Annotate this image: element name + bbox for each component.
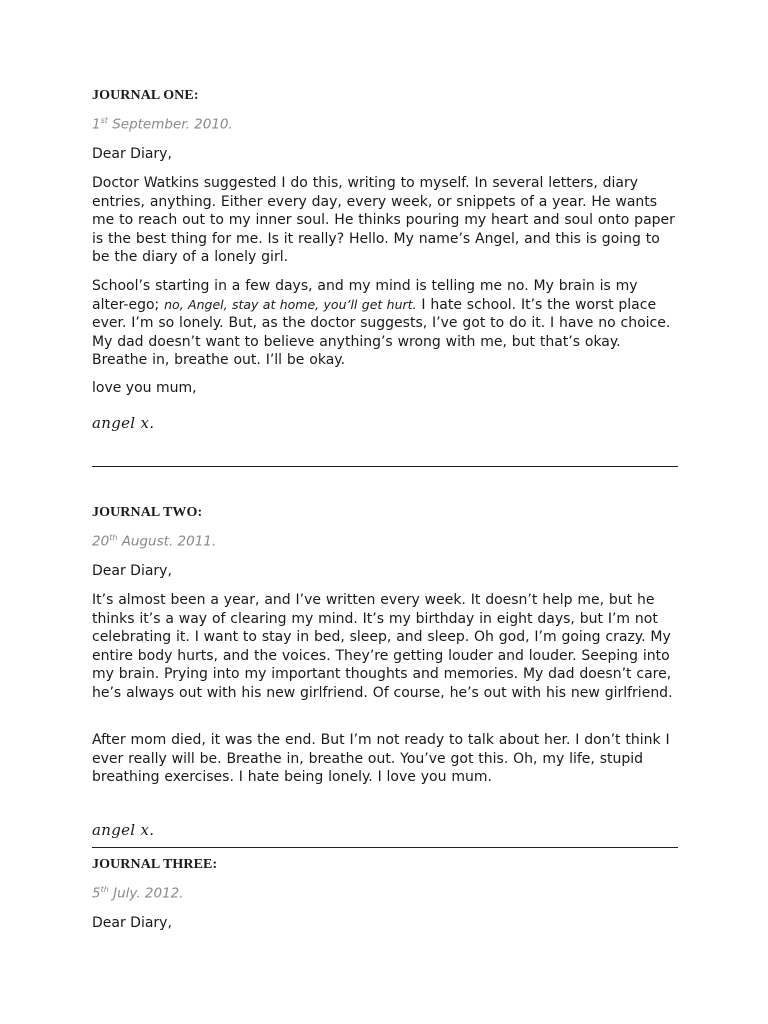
journal-two-paragraph-2: After mom died, it was the end. But I’m not ready to talk about her. I don’t think I ever really will be. Breathe in, breathe out. You’ve got this. Oh, my life, stupid breathing exercises. I hate being lonely. I love you mum.	[92, 732, 670, 786]
section-divider	[92, 847, 678, 848]
journal-one-heading: JOURNAL ONE:	[92, 88, 199, 103]
journal-one-paragraph-1: Doctor Watkins suggested I do this, writing to myself. In several letters, diary entries, anything. Either every day, every week, or snippets of a year. He wants me to reach out to my inner soul. He thinks pouring my heart and soul onto paper is the best thing for me. Is it really? Hello. My name’s Angel, and this is going to be the diary of a lonely girl.	[92, 175, 675, 266]
date-suffix: st	[100, 116, 108, 125]
paragraph-text: I hate school. It’s the worst place ever. I’m so lonely. But, as the doctor suggests, I’ve got to do it. I have no choice. My dad doesn’t want to believe anything’s wrong with me, but that’s okay. Breathe in, breathe out. I’ll be okay.	[92, 296, 671, 369]
date-day: 20	[92, 533, 110, 550]
date-rest: July. 2012.	[108, 885, 184, 902]
journal-one-paragraph-2	[92, 277, 678, 370]
section-divider	[92, 466, 678, 467]
date-suffix: th	[100, 885, 109, 894]
date-rest: August. 2011.	[117, 533, 217, 550]
date-rest: September. 2010.	[107, 116, 233, 133]
journal-two-heading: JOURNAL TWO:	[92, 505, 203, 520]
journal-one-date	[92, 116, 233, 133]
journal-two-date	[92, 533, 216, 550]
date-day: 1	[92, 116, 101, 133]
journal-three-date	[92, 885, 184, 902]
journal-one-signature: angel x.	[92, 414, 155, 432]
journal-two-salutation: Dear Diary,	[92, 563, 172, 579]
journal-two-signature: angel x.	[92, 821, 155, 839]
paragraph-text: School’s starting in a few days, and my mind is telling me no. My brain is my alter-ego;	[92, 278, 638, 313]
journal-one-salutation: Dear Diary,	[92, 146, 172, 162]
journal-three-heading: JOURNAL THREE:	[92, 857, 218, 872]
paragraph-italic-text: no, Angel, stay at home, you’ll get hurt.	[164, 296, 417, 312]
journal-one-closing: love you mum,	[92, 380, 197, 396]
date-suffix: th	[109, 533, 118, 542]
journal-three-salutation: Dear Diary,	[92, 915, 172, 931]
journal-two-paragraph-1: It’s almost been a year, and I’ve written every week. It doesn’t help me, but he thinks it’s a way of clearing my mind. It’s my birthday in eight days, but I’m not celebrating it. I want to stay in bed, sleep, and sleep. Oh god, I’m going crazy. My entire body hurts, and the voices. They’re getting louder and louder. Seeping into my brain. Prying into my important thoughts and memories. My dad doesn’t care, he’s always out with his new girlfriend. Of course, he’s out with his new girlfriend.	[92, 592, 673, 701]
date-day: 5	[92, 885, 101, 902]
